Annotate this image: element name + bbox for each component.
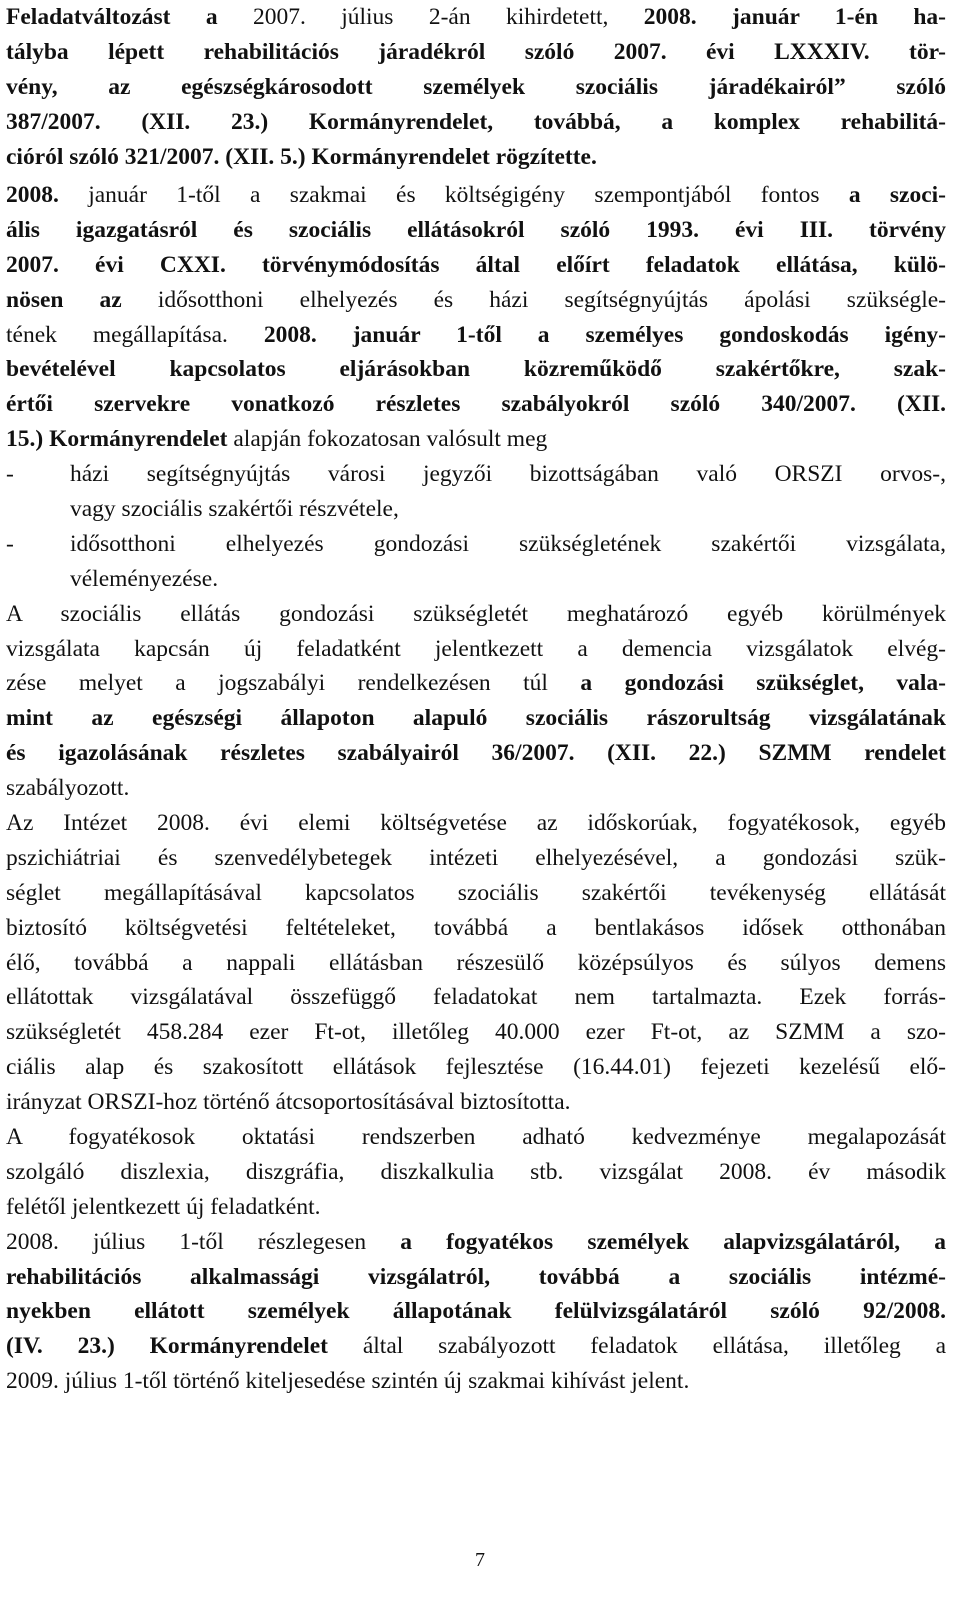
bold-text-segment: a fogyatékos személyek alapvizsgálatáról, a xyxy=(400,1228,946,1255)
text-line xyxy=(6,701,946,736)
text-line xyxy=(6,387,946,422)
bullet-marker: - xyxy=(6,461,14,488)
bullet-marker: - xyxy=(6,530,14,557)
text-line xyxy=(6,1364,946,1399)
text-segment: január 1-től a szakmai és költségigény szempontjából fontos xyxy=(88,181,849,208)
text-segment: idősotthoni elhelyezés gondozási szükségletének szakértői vizsgálata, xyxy=(70,530,946,557)
bold-text-segment: rehabilitációs alkalmassági vizsgálatról, továbbá a szociális intézmé- xyxy=(6,1263,946,1290)
text-line xyxy=(6,140,946,175)
text-line xyxy=(6,248,946,283)
text-line xyxy=(6,946,946,981)
text-segment: által szabályozott feladatok ellátása, illetőleg a xyxy=(362,1333,946,1360)
text-line xyxy=(6,1120,946,1155)
bold-text-segment: 2008. január 1-től a személyes gondoskodás igény- xyxy=(263,321,946,348)
bold-text-segment: cióról szóló 321/2007. (XII. 5.) Kormányrendelet rögzítette. xyxy=(6,143,597,170)
bold-text-segment: mint az egészségi állapoton alapuló szociális rászorultság vizsgálatának xyxy=(6,705,946,732)
text-line xyxy=(6,1294,946,1329)
bold-text-segment: 387/2007. (XII. 23.) Kormányrendelet, továbbá, a komplex rehabilitá- xyxy=(6,108,946,135)
text-segment: 2007. július 2-án kihirdetett, xyxy=(252,4,644,30)
text-segment: A fogyatékosok oktatási rendszerben adható kedvezménye megalapozását xyxy=(6,1124,946,1150)
text-segment: szükségletét 458.284 ezer Ft-ot, illetőleg 40.000 ezer Ft-ot, az SZMM a szo- xyxy=(6,1019,946,1046)
text-line xyxy=(6,771,946,806)
text-segment: biztosító költségvetési feltételeket, továbbá a bentlakásos idősek otthonában xyxy=(6,914,946,941)
text-segment: idősotthoni elhelyezés és házi segítségnyújtás ápolási szükségle- xyxy=(157,286,946,313)
text-line xyxy=(6,1225,946,1260)
text-line xyxy=(6,283,946,318)
text-segment: 2008. július 1-től részlegesen xyxy=(6,1228,401,1255)
text-line xyxy=(6,213,946,248)
bullet-list-item-line xyxy=(6,527,946,562)
text-line xyxy=(6,632,946,667)
text-segment: szabályozott. xyxy=(6,775,130,802)
bold-text-segment: 15.) Kormányrendelet xyxy=(6,426,234,453)
text-line xyxy=(6,876,946,911)
text-segment: séglet megállapításával kapcsolatos szociális szakértői tevékenység ellátását xyxy=(6,879,946,906)
text-line xyxy=(6,1050,946,1085)
page-number: 7 xyxy=(475,1549,485,1571)
text-segment: alapján fokozatosan valósult meg xyxy=(233,426,548,453)
text-line xyxy=(6,492,946,527)
text-segment: ciális alap és szakosított ellátások fejlesztése (16.44.01) fejezeti kezelésű elő- xyxy=(6,1054,946,1081)
text-line xyxy=(6,666,946,701)
bold-text-segment: értői szervekre vonatkozó részletes szabályokról szóló 340/2007. (XII. xyxy=(6,391,946,418)
bold-text-segment: 2007. évi CXXI. törvénymódosítás által előírt feladatok ellátása, külö- xyxy=(6,251,946,278)
document-body xyxy=(6,0,946,1399)
text-segment: tének megállapítása. xyxy=(6,321,264,348)
text-segment: felétől jelentkezett új feladatként. xyxy=(6,1193,321,1220)
bold-text-segment: 2008. xyxy=(6,181,89,208)
text-segment: ellátottak vizsgálatával összefüggő feladatokat nem tartalmazta. Ezek forrás- xyxy=(6,984,946,1011)
text-line xyxy=(6,178,946,213)
text-line xyxy=(6,736,946,771)
text-segment: 2009. július 1-től történő kiteljesedése szintén új szakmai kihívást jelent. xyxy=(6,1368,690,1395)
bold-text-segment: bevételével kapcsolatos eljárásokban közreműködő szakértőkre, szak- xyxy=(6,356,946,383)
text-line xyxy=(6,1155,946,1190)
text-line xyxy=(6,318,946,353)
text-line xyxy=(6,1329,946,1364)
text-line xyxy=(6,352,946,387)
text-line xyxy=(6,105,946,140)
bold-text-segment: vény, az egészségkárosodott személyek szociális járadékairól” szóló xyxy=(6,73,946,100)
bold-text-segment: Feladatváltozást a xyxy=(6,4,253,30)
text-line xyxy=(6,35,946,70)
bold-text-segment: nyekben ellátott személyek állapotának felülvizsgálatáról szóló 92/2008. xyxy=(6,1298,946,1325)
bold-text-segment: és igazolásának részletes szabályairól 36/2007. (XII. 22.) SZMM rendelet xyxy=(6,740,946,767)
text-line xyxy=(6,597,946,632)
text-line xyxy=(6,70,946,105)
text-line xyxy=(6,1015,946,1050)
text-segment: véleményezése. xyxy=(70,565,219,592)
bold-text-segment: a szoci- xyxy=(848,181,946,208)
bold-text-segment: nösen az xyxy=(6,286,158,313)
text-segment: A szociális ellátás gondozási szükségletét meghatározó egyéb körülmények xyxy=(6,600,946,627)
bullet-list-item-line xyxy=(6,457,946,492)
text-segment: vizsgálata kapcsán új feladatként jelentkezett a demencia vizsgálatok elvég- xyxy=(6,635,946,662)
text-segment: zése melyet a jogszabályi rendelkezésen túl xyxy=(6,670,581,697)
text-line xyxy=(6,980,946,1015)
text-line xyxy=(6,841,946,876)
bold-text-segment: tályba lépett rehabilitációs járadékról szóló 2007. évi LXXXIV. tör- xyxy=(6,38,946,65)
bold-text-segment: ális igazgatásról és szociális ellátásokról szóló 1993. évi III. törvény xyxy=(6,216,946,243)
text-segment: házi segítségnyújtás városi jegyzői bizottságában való ORSZI orvos-, xyxy=(70,461,946,488)
text-line xyxy=(6,911,946,946)
text-segment: Az Intézet 2008. évi elemi költségvetése az időskorúak, fogyatékosok, egyéb xyxy=(6,809,946,836)
text-line xyxy=(6,806,946,841)
text-line xyxy=(6,1260,946,1295)
text-segment: élő, továbbá a nappali ellátásban részesülő középsúlyos és súlyos demens xyxy=(6,949,946,976)
bold-text-segment: 2008. január 1-én ha- xyxy=(643,4,946,30)
text-line xyxy=(6,422,946,457)
text-segment: szolgáló diszlexia, diszgráfia, diszkalkulia stb. vizsgálat 2008. év második xyxy=(6,1158,946,1185)
bold-text-segment: a gondozási szükséglet, vala- xyxy=(580,670,946,697)
text-line xyxy=(6,1085,946,1120)
text-segment: pszichiátriai és szenvedélybetegek intézeti elhelyezésével, a gondozási szük- xyxy=(6,844,946,871)
text-line xyxy=(6,0,946,35)
text-segment: vagy szociális szakértői részvétele, xyxy=(70,495,399,522)
text-line xyxy=(6,562,946,597)
text-line xyxy=(6,1190,946,1225)
bold-text-segment: (IV. 23.) Kormányrendelet xyxy=(6,1333,363,1360)
text-segment: irányzat ORSZI-hoz történő átcsoportosításával biztosította. xyxy=(6,1089,571,1116)
